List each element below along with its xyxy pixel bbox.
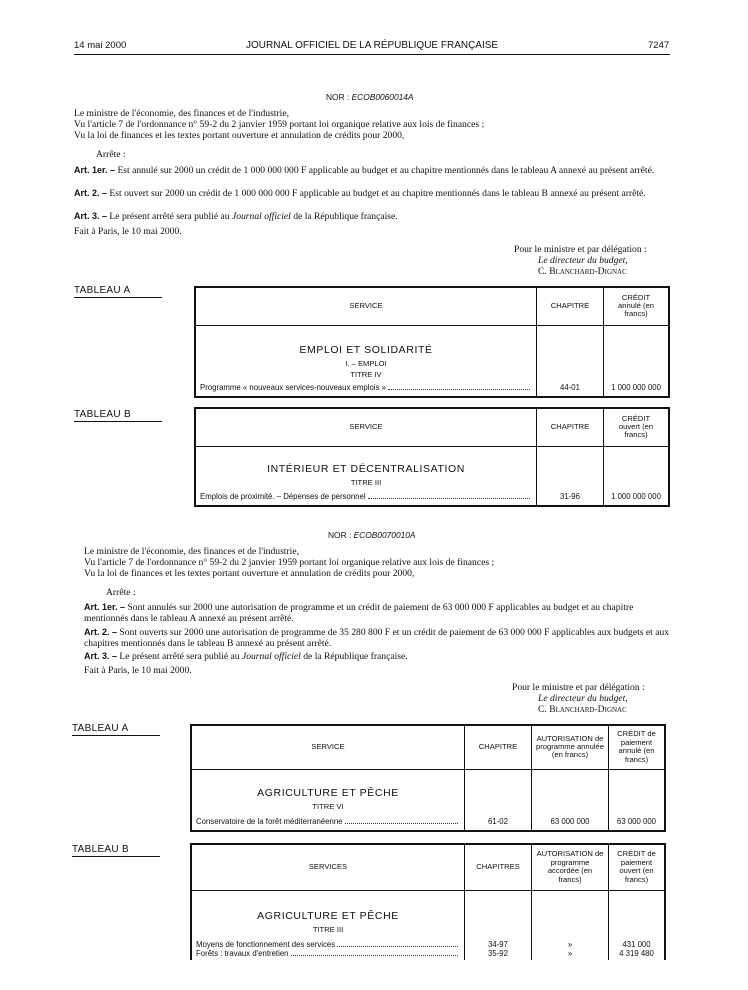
table-a-2 (190, 724, 666, 832)
col-header-chapitre: CHAPITRE (537, 287, 604, 325)
autorisation-cell: » » (532, 890, 609, 960)
article-text: Le présent arrêté sera publié au (109, 211, 230, 222)
article-text: de la République française. (293, 211, 398, 222)
article-label: Art. 1er. – (84, 602, 126, 612)
signature-name: C. Blanchard-Dignac (538, 704, 627, 715)
col-header-chapitre: CHAPITRE (465, 725, 532, 769)
article-text: Est annulé sur 2000 un crédit de 1 000 000 000 F applicable au budget et au chapitre mentionnés dans le tableau A annexé au présent arrêté. (117, 165, 655, 176)
table-b-1 (194, 407, 670, 507)
fait-a-paris: Fait à Paris, le 10 mai 2000. (84, 665, 192, 676)
service-cell (191, 890, 465, 960)
intro-line: Vu la loi de finances et les textes portant ouverture et annulation de crédits pour 2000, (74, 130, 405, 141)
table-row (192, 940, 464, 949)
article-text: de la République française. (303, 651, 408, 662)
table-label: TABLEAU A (72, 723, 160, 736)
nor-reference: NOR : ECOB0060014A (326, 92, 414, 102)
chapitre-cell: 44-01 (537, 325, 604, 397)
row-label: Moyens de fonctionnement des services (196, 940, 336, 949)
article-label: Art. 3. – (74, 211, 108, 221)
intro-line: Le ministre de l'économie, des finances et de l'industrie, (84, 546, 299, 557)
article-label: Art. 2. – (84, 627, 118, 637)
credit-cell: 1 000 000 000 (604, 325, 670, 397)
signature-title: Le directeur du budget, (538, 255, 628, 266)
journal-ref: Journal officiel (241, 651, 301, 662)
credit-cell: 431 000 4 319 480 (609, 890, 666, 960)
table-a-1 (194, 286, 670, 398)
signature-line: Pour le ministre et par délégation : (512, 682, 645, 693)
col-header-chapitres: CHAPITRES (465, 844, 532, 890)
article-3 (84, 651, 408, 662)
header-date: 14 mai 2000 (74, 40, 127, 51)
leader-dots (368, 498, 530, 499)
intro-line: Vu l'article 7 de l'ordonnance n° 59-2 du 2 janvier 1959 portant loi organique relative aux lois de finances ; (84, 557, 495, 568)
titre-heading: TITRE VI (312, 802, 344, 811)
intro-line: Le ministre de l'économie, des finances et de l'industrie, (74, 108, 289, 119)
article-text: Sont annulés sur 2000 une autorisation de programme et un crédit de paiement de 63 000 000 F applicables au budget et au chapitre mentionnés dans le tableau A annexé au présent arrêté. (84, 602, 634, 624)
table-label: TABLEAU B (72, 844, 160, 857)
subsection-title: I. – EMPLOI (345, 359, 387, 368)
nor-reference: NOR : ECOB0070010A (328, 530, 416, 540)
section-title: INTÉRIEUR ET DÉCENTRALISATION (267, 463, 465, 475)
credit-cell: 1 000 000 000 (604, 446, 670, 506)
leader-dots (345, 823, 459, 824)
titre-heading: TITRE III (312, 925, 344, 934)
journal-title: JOURNAL OFFICIEL DE LA RÉPUBLIQUE FRANÇAISE (246, 40, 499, 51)
table-row (196, 492, 536, 501)
journal-ref: Journal officiel (231, 211, 291, 222)
arrete-heading: Arrête : (106, 587, 136, 598)
table-row (196, 383, 536, 392)
col-header-credit: CRÉDIT de paiement ouvert (en francs) (609, 844, 666, 890)
row-label: Emplois de proximité. – Dépenses de personnel (200, 492, 366, 501)
article-label: Art. 3. – (84, 651, 118, 661)
row-label: Programme « nouveaux services-nouveaux emplois » (200, 383, 386, 392)
signature-title: Le directeur du budget, (538, 693, 628, 704)
titre-heading: TITRE IV (350, 370, 382, 379)
service-cell (195, 446, 537, 506)
col-header-chapitre: CHAPITRE (537, 408, 604, 446)
section-title: EMPLOI ET SOLIDARITÉ (299, 344, 433, 356)
page-number: 7247 (648, 40, 670, 51)
chapitre-cell: 31-96 (537, 446, 604, 506)
arrete-heading: Arrête : (96, 149, 126, 160)
chapitre-cell: 34-97 35-92 (465, 890, 532, 960)
service-cell (195, 325, 537, 397)
article-label: Art. 2. – (74, 188, 108, 198)
article-2 (74, 188, 670, 199)
col-header-service: SERVICE (191, 725, 465, 769)
table-b-2 (190, 843, 666, 960)
table-row (192, 949, 464, 958)
article-2 (84, 627, 670, 649)
table-label: TABLEAU B (74, 409, 162, 422)
col-header-service: SERVICE (195, 287, 537, 325)
chapitre-cell: 61-02 (465, 769, 532, 831)
titre-heading: TITRE III (350, 478, 382, 487)
col-header-autorisation: AUTORISATION de programme accordée (en francs) (532, 844, 609, 890)
signature-line: Pour le ministre et par délégation : (514, 244, 647, 255)
leader-dots (388, 389, 530, 390)
article-1 (84, 602, 670, 624)
credit-cell: 63 000 000 (609, 769, 666, 831)
article-text: Le présent arrêté sera publié au (119, 651, 240, 662)
row-label: Conservatoire de la forêt méditerranéenne (196, 817, 343, 826)
header-rule (74, 54, 670, 55)
leader-dots (291, 955, 459, 956)
col-header-services: SERVICES (191, 844, 465, 890)
section-title: AGRICULTURE ET PÊCHE (257, 787, 399, 799)
autorisation-cell: 63 000 000 (532, 769, 609, 831)
col-header-credit: CRÉDIT annulé (en francs) (604, 287, 670, 325)
col-header-service: SERVICE (195, 408, 537, 446)
table-label: TABLEAU A (74, 285, 162, 298)
article-label: Art. 1er. – (74, 165, 116, 175)
signature-name: C. Blanchard-Dignac (538, 266, 627, 277)
col-header-autorisation: AUTORISATION de programme annulée (en francs) (532, 725, 609, 769)
article-1 (74, 165, 670, 176)
intro-line: Vu l'article 7 de l'ordonnance n° 59-2 du 2 janvier 1959 portant loi organique relative aux lois de finances ; (74, 119, 485, 130)
article-text: Est ouvert sur 2000 un crédit de 1 000 000 000 F applicable au budget et au chapitre mentionnés dans le tableau B annexé au présent arrêté. (109, 188, 646, 199)
article-text: Sont ouverts sur 2000 une autorisation de programme de 35 280 800 F et un crédit de paiement de 63 000 000 F applicables aux budgets et aux chapitres mentionnés dans le tableau B annexé au présent arrêté. (84, 627, 670, 649)
col-header-credit: CRÉDIT de paiement annulé (en francs) (609, 725, 666, 769)
fait-a-paris: Fait à Paris, le 10 mai 2000. (74, 226, 182, 237)
row-label: Forêts : travaux d'entretien (196, 949, 289, 958)
leader-dots (337, 946, 458, 947)
article-3 (74, 211, 398, 222)
intro-line: Vu la loi de finances et les textes portant ouverture et annulation de crédits pour 2000, (84, 568, 415, 579)
table-row (192, 817, 464, 826)
col-header-credit: CRÉDIT ouvert (en francs) (604, 408, 670, 446)
section-title: AGRICULTURE ET PÊCHE (257, 910, 399, 922)
service-cell (191, 769, 465, 831)
